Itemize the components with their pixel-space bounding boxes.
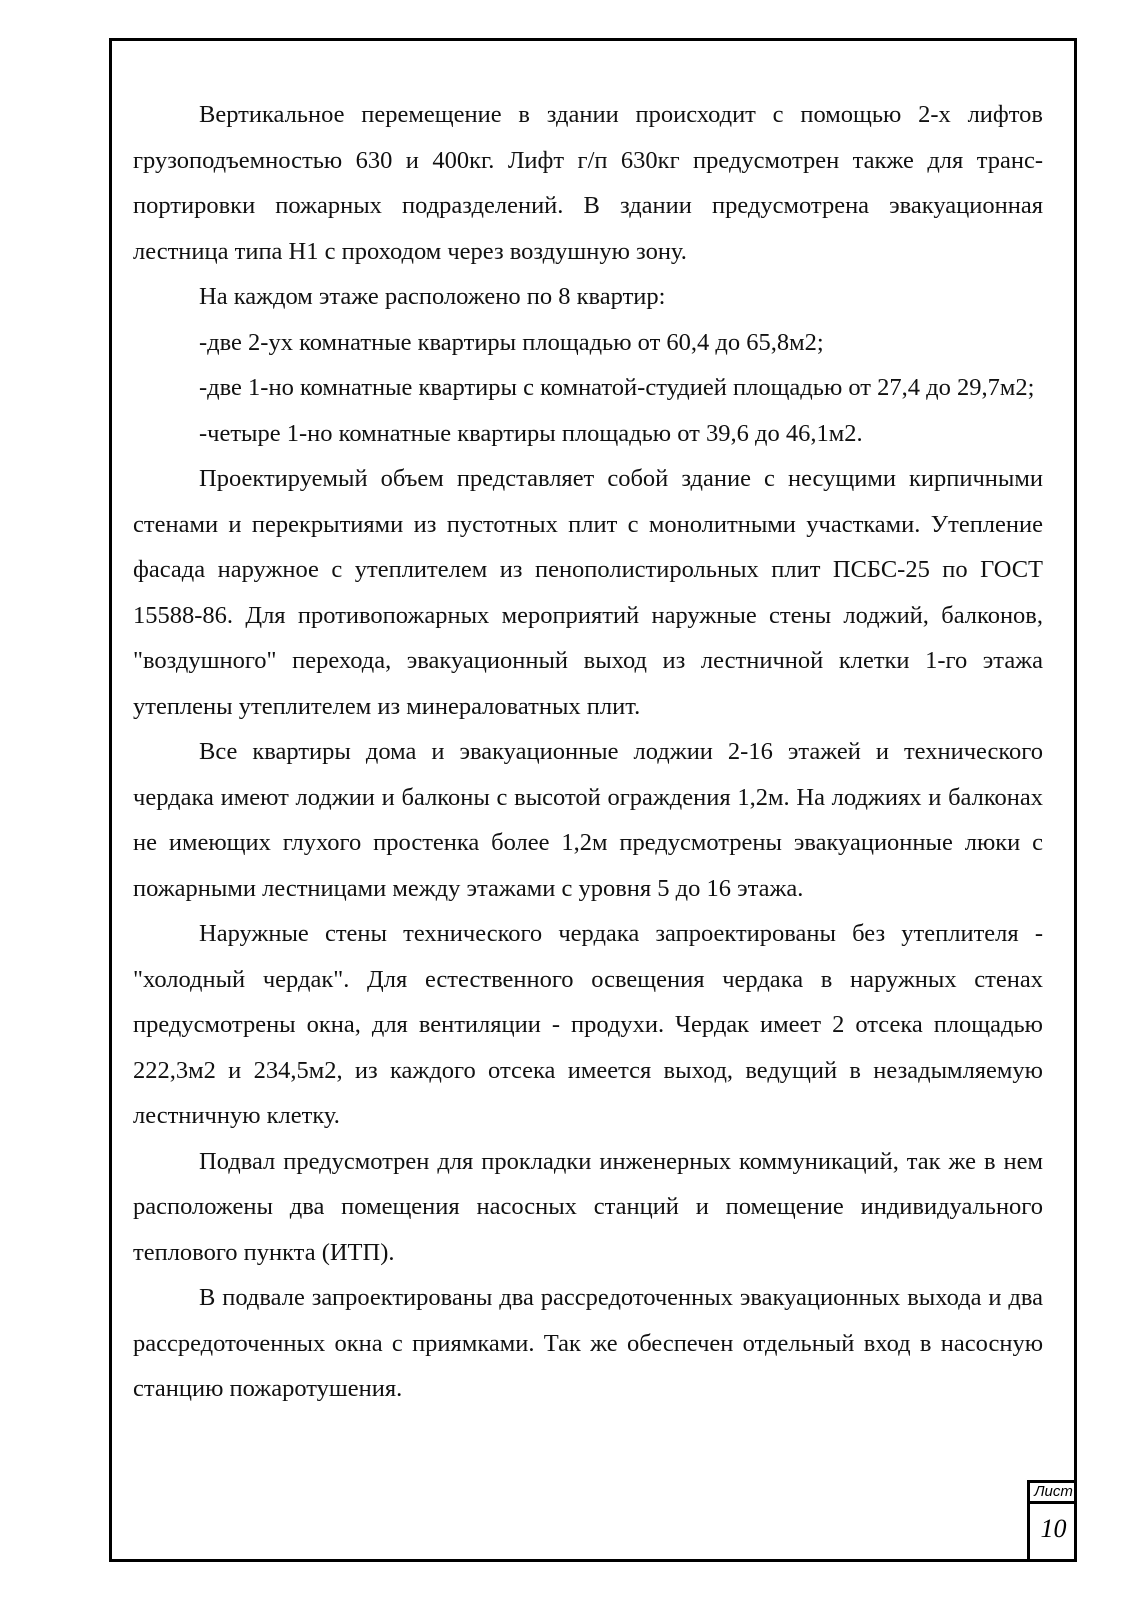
paragraph-two-room: -две 2-ух комнатные квартиры площадью от 60,4 до 65,8м2; (199, 328, 824, 356)
paragraph-construction: Проектируемый объем представляет собой здание с несущими кирпичными стенами и перекрытиями из пустотных плит с монолитными участками. Утепление фасада наружное с утеплителем из пенополистирольных плит ПСБС-25 по ГОСТ 15588-86. Для противопожарных мероприятий наружные стены лоджий, балконов, "воздушного" перехода, эвакуационный выход из лестничной клетки 1-го этажа утеплены утеплителем из минераловатных плит. (133, 465, 1043, 720)
paragraph-attic: Наружные стены технического чердака запроектированы без утеплителя - "холодный чердак". Для естественного освещения чердака в наружных стенах предусмотрены окна, для вентиляции - продухи. Чердак имеет 2 отсека площадью 222,3м2 и 234,5м2, из каждого отсека имеется выход, ведущий в незадымляемую лестничную клетку. (133, 920, 1043, 1129)
paragraph-apartments-intro: На каждом этаже расположено по 8 квартир: (199, 283, 666, 310)
sheet-number: 10 (1040, 1514, 1067, 1543)
document-body (133, 92, 1043, 1412)
paragraph-studio: -две 1-но комнатные квартиры с комнатой-студией площадью от 27,4 до 29,7м2; (199, 374, 1035, 401)
paragraph-elevators: Вертикальное перемещение в здании происходит с помощью 2-х лифтов грузоподъемностью 630 и 400кг. Лифт г/п 630кг предусмотрен также для транспортировки пожарных подразделений. В здании предусмотрена эвакуационная лестница типа Н1 с проходом через воздушную зону. (133, 101, 1043, 265)
sheet-label: Лист (1030, 1480, 1077, 1504)
sheet-stamp (1027, 1480, 1077, 1562)
paragraph-exits: В подвале запроектированы два рассредоточенных эвакуационных выхода и два рассредоточенных окна с приямками. Так же обеспечен отдельный вход в насосную станцию пожаротушения. (133, 1284, 1043, 1402)
paragraph-basement: Подвал предусмотрен для прокладки инженерных коммуникаций, так же в нем расположены два помещения насосных станций и помещение индивидуального теплового пункта (ИТП). (133, 1147, 1043, 1266)
paragraph-one-room: -четыре 1-но комнатные квартиры площадью от 39,6 до 46,1м2. (199, 419, 863, 447)
paragraph-loggias: Все квартиры дома и эвакуационные лоджии 2-16 этажей и технического чердака имеют лоджии и балконы с высотой ограждения 1,2м. На лоджиях и балконах не имеющих глухого простенка более 1,2м предусмотрены эвакуационные люки с пожарными лестницами между этажами с уровня 5 до 16 этажа. (133, 738, 1043, 902)
